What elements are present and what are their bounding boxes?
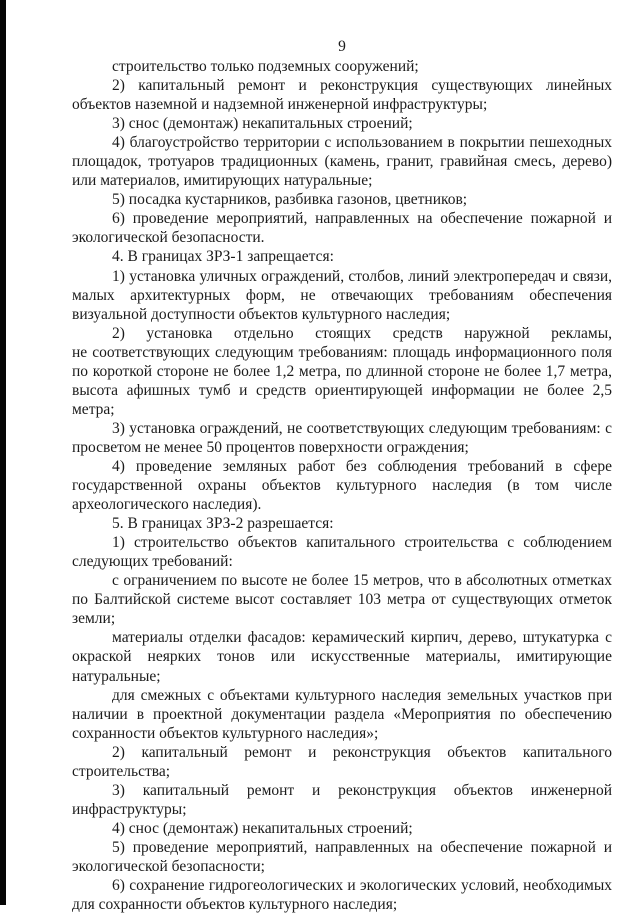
paragraph: 4) проведение земляных работ без соблюдения требований в сфере государственной охраны объектов культурного наследия (в том числе археологического наследия). <box>72 457 612 514</box>
paragraph: 1) строительство объектов капитального строительства с соблюдением следующих требований: <box>72 534 612 571</box>
paragraph: 2) капитальный ремонт и реконструкция объектов капитального строительства; <box>72 743 612 780</box>
paragraph: для смежных с объектами культурного наследия земельных участков при наличии в проектной документации раздела «Мероприятия по обеспечению сохранности объектов культурного наследия»; <box>72 686 612 742</box>
paragraph: 5) посадка кустарников, разбивка газонов, цветников; <box>112 191 468 209</box>
paragraph: 4. В границах ЗРЗ-1 запрещается: <box>112 248 334 266</box>
document-body <box>72 57 612 914</box>
paragraph: строительство только подземных сооружений; <box>112 58 419 75</box>
paragraph: 3) капитальный ремонт и реконструкция объектов инженерной инфраструктуры; <box>72 781 612 818</box>
scan-edge-bar <box>0 0 6 905</box>
paragraph: 3) установка ограждений, не соответствующих следующим требованиям: с просветом не менее 50 процентов поверхности ограждения; <box>72 419 612 456</box>
paragraph: 1) установка уличных ограждений, столбов, линий электропередач и связи, малых архитектурных форм, не отвечающих требованиям обеспечения визуальной доступности объектов культурного наследия; <box>72 267 612 323</box>
paragraph: 6) сохранение гидрогеологических и экологических условий, необходимых для сохранности объектов культурного наследия; <box>72 877 612 914</box>
paragraph: 6) проведение мероприятий, направленных на обеспечение пожарной и экологической безопасности. <box>72 210 612 247</box>
paragraph: 3) снос (демонтаж) некапитальных строений; <box>112 115 413 133</box>
page-number: 9 <box>338 38 346 55</box>
paragraph: материалы отделки фасадов: керамический кирпич, дерево, штукатурка с окраской неярких тонов или искусственные материалы, имитирующие натуральные; <box>72 629 612 685</box>
paragraph: 5) проведение мероприятий, направленных на обеспечение пожарной и экологической безопасности; <box>72 838 612 875</box>
paragraph: с ограничением по высоте не более 15 метров, что в абсолютных отметках по Балтийской системе высот составляет 103 метра от существующих отметок земли; <box>72 572 612 628</box>
paragraph: 2) установка отдельно стоящих средств наружной рекламы, не соответствующих следующим требованиям: площадь информационного поля по короткой стороне не более 1,2 метра, по длинной стороне не более 1,7 метра, высота афишных тумб и средств ориентирующей информации не более 2,5 метра; <box>72 324 612 418</box>
paragraph: 4) снос (демонтаж) некапитальных строений; <box>112 819 413 837</box>
paragraph: 2) капитальный ремонт и реконструкция существующих линейных объектов наземной и надземной инженерной инфраструктуры; <box>72 77 612 114</box>
paragraph: 5. В границах ЗРЗ-2 разрешается: <box>112 515 334 533</box>
paragraph: 4) благоустройство территории с использованием в покрытии пешеходных площадок, тротуаров традиционных (камень, гранит, гравийная смесь, дерево) или материалов, имитирующих натуральные; <box>72 134 612 190</box>
